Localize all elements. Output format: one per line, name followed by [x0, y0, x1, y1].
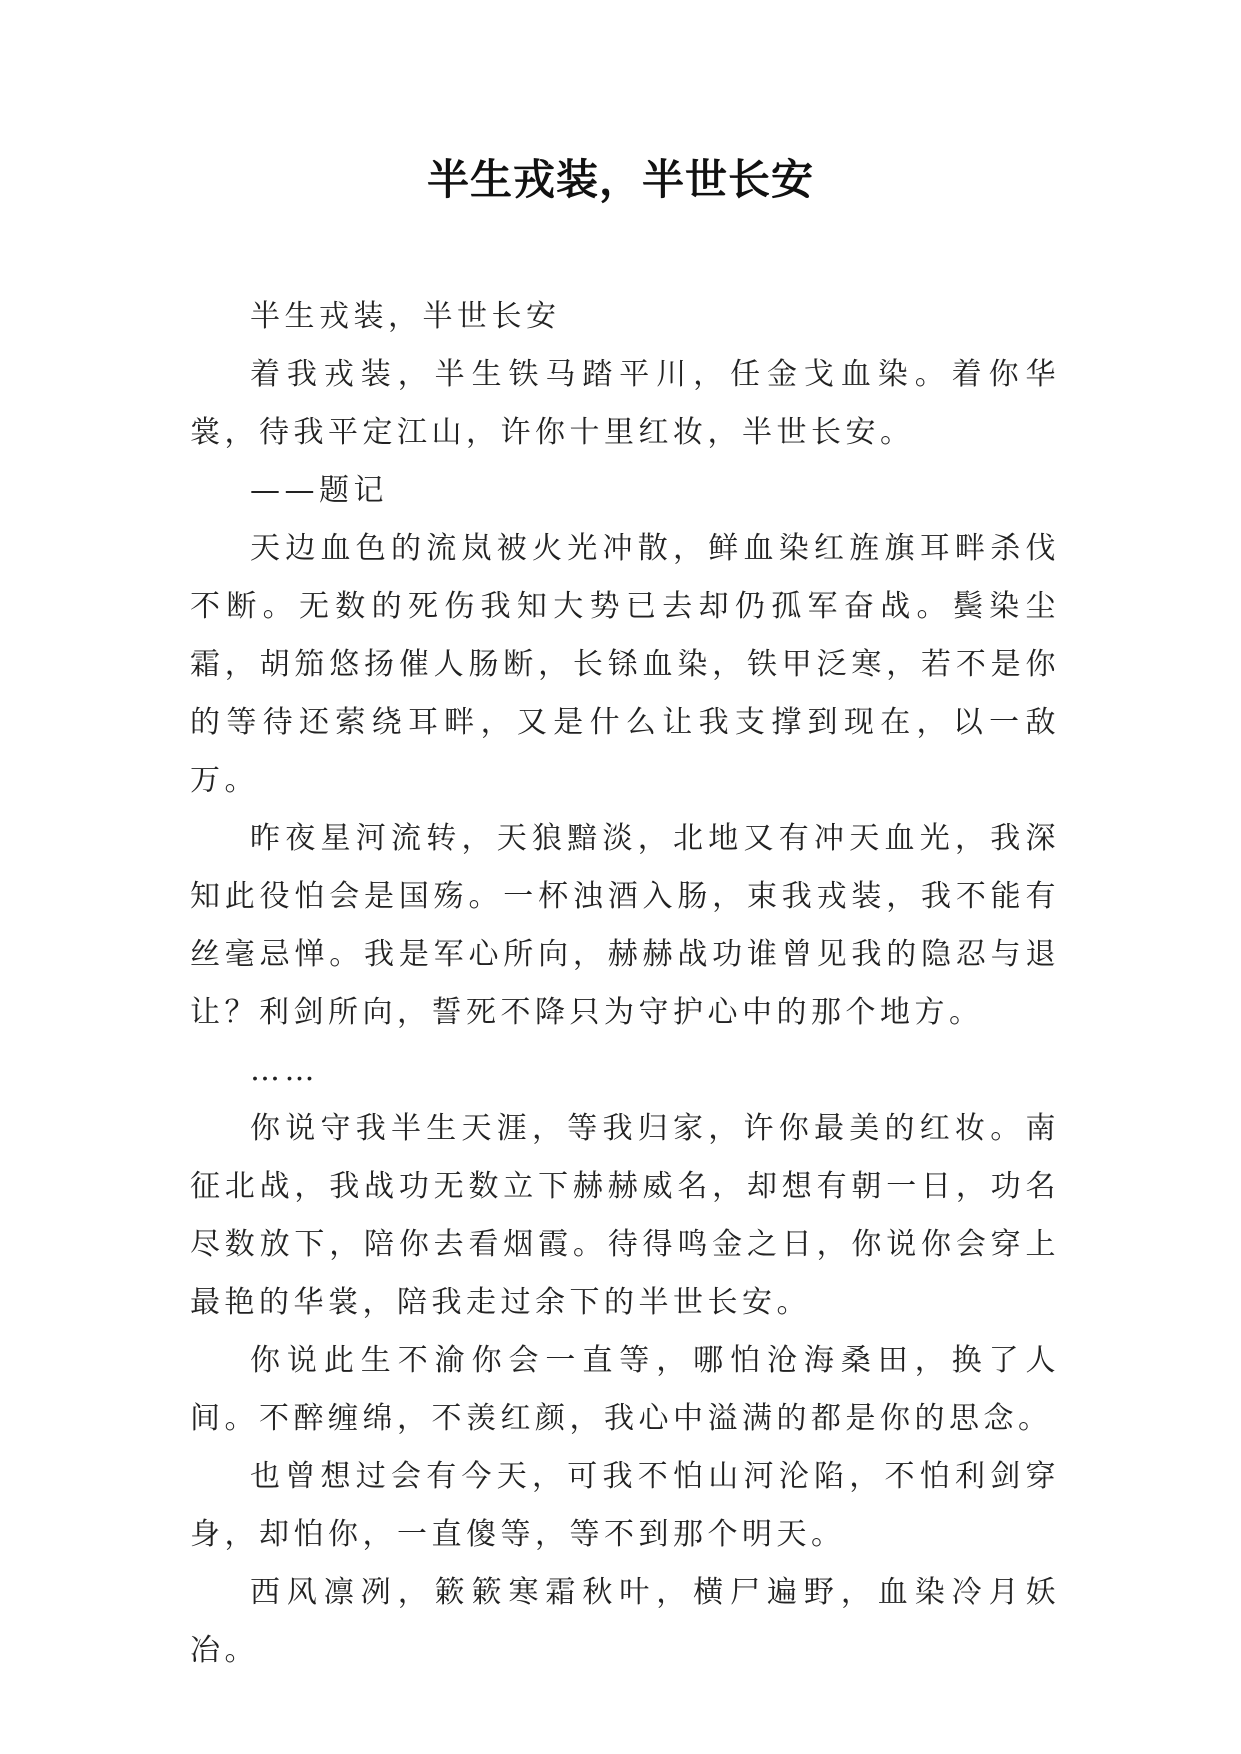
paragraph: 也曾想过会有今天，可我不怕山河沦陷，不怕利剑穿身，却怕你，一直傻等，等不到那个明天。 — [190, 1459, 1060, 1552]
paragraph: 西风凛冽，簌簌寒霜秋叶，横尸遍野，血染冷月妖冶。 — [190, 1575, 1060, 1668]
document-title: 半生戎装，半世长安 — [426, 155, 814, 204]
paragraph: 昨夜星河流转，天狼黯淡，北地又有冲天血光，我深知此役怕会是国殇。一杯浊酒入肠，束我戎装，我不能有丝毫忌惮。我是军心所向，赫赫战功谁曾见我的隐忍与退让？利剑所向，誓死不降只为守护心中的那个地方。 — [190, 821, 1060, 1030]
paragraph: 你说此生不渝你会一直等，哪怕沧海桑田，换了人间。不醉缠绵，不羡红颜，我心中溢满的都是你的思念。 — [190, 1343, 1060, 1436]
paragraph-ellipsis: …… — [250, 1053, 319, 1088]
paragraph: 你说守我半生天涯，等我归家，许你最美的红妆。南征北战，我战功无数立下赫赫威名，却想有朝一日，功名尽数放下，陪你去看烟霞。待得鸣金之日，你说你会穿上最艳的华裳，陪我走过余下的半世长安。 — [190, 1111, 1060, 1320]
paragraph: 天边血色的流岚被火光冲散，鲜血染红旌旗耳畔杀伐不断。无数的死伤我知大势已去却仍孤军奋战。鬓染尘霜，胡笳悠扬催人肠断，长铩血染，铁甲泛寒，若不是你的等待还萦绕耳畔，又是什么让我支撑到现在，以一敌万。 — [190, 531, 1060, 798]
paragraph-subtitle: 半生戎装，半世长安 — [250, 299, 561, 334]
paragraph-epigraph-attribution: ——题记 — [250, 473, 388, 508]
document-body — [190, 288, 1060, 1680]
paragraph-epigraph: 着我戎装，半生铁马踏平川，任金戈血染。着你华裳，待我平定江山，许你十里红妆，半世长安。 — [190, 357, 1060, 450]
